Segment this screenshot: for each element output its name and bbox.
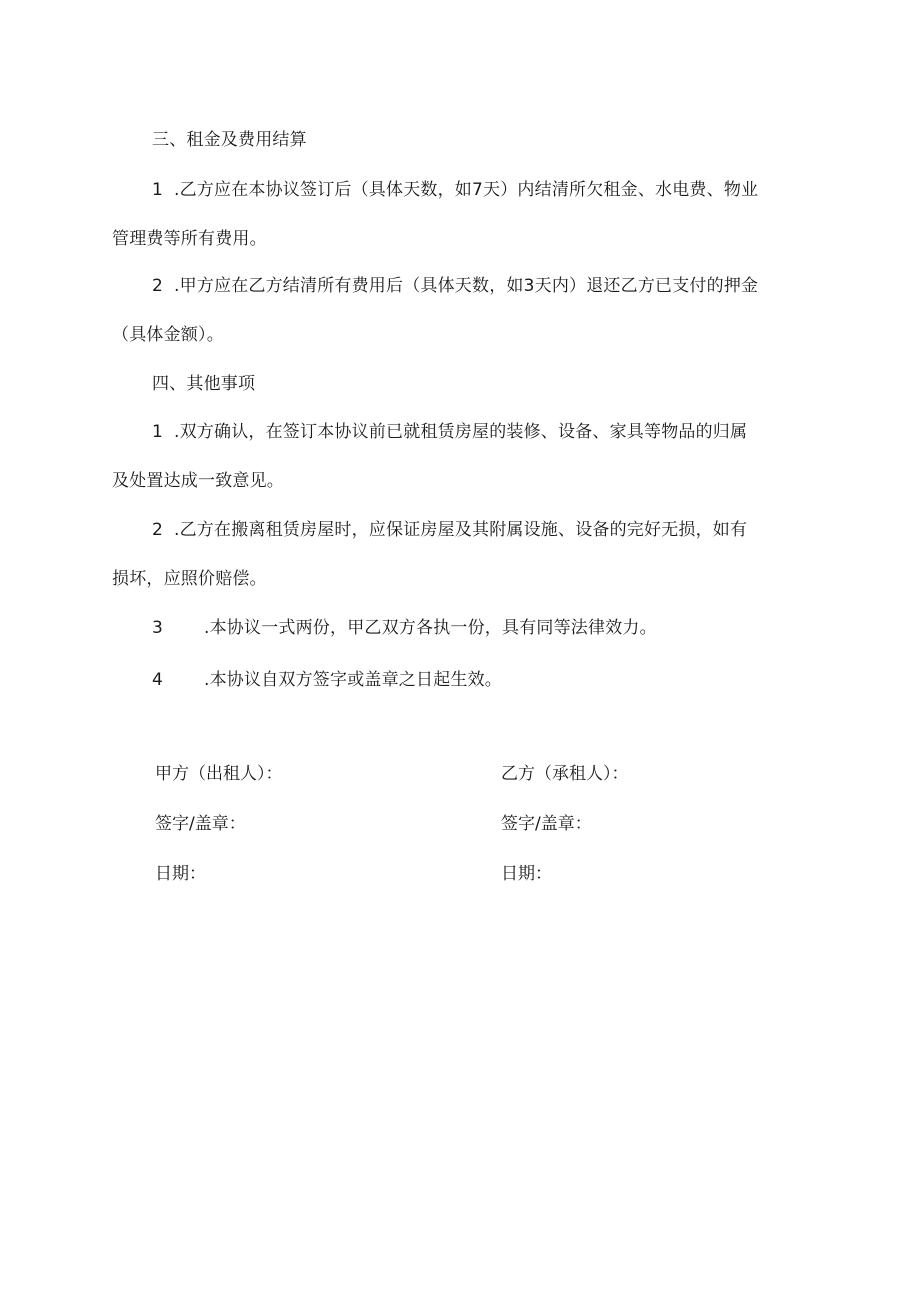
section-4-item-2-continuation: 损坏，应照价赔偿。 bbox=[112, 569, 267, 589]
section-4-item-3 bbox=[152, 617, 657, 639]
item-text: .乙方应在本协议签订后（具体天数，如7天）内结清所欠租金、水电费、物业 bbox=[174, 180, 759, 200]
item-text: .甲方应在乙方结清所有费用后（具体天数，如3天内）退还乙方已支付的押金 bbox=[174, 276, 759, 296]
section-4-heading: 四、其他事项 bbox=[152, 374, 256, 394]
section-4-item-2 bbox=[152, 519, 747, 541]
party-b-signature-field: 签字/盖章： bbox=[501, 814, 592, 834]
section-3-item-1-continuation: 管理费等所有费用。 bbox=[112, 229, 267, 249]
section-4-item-1 bbox=[152, 421, 747, 443]
section-3-item-2 bbox=[152, 275, 758, 297]
item-number: 2 bbox=[152, 276, 164, 296]
section-4-item-1-continuation: 及处置达成一致意见。 bbox=[112, 471, 284, 491]
item-text: .乙方在搬离租赁房屋时，应保证房屋及其附属设施、设备的完好无损，如有 bbox=[174, 520, 748, 540]
section-4-item-4 bbox=[152, 669, 502, 691]
party-b-date-field: 日期： bbox=[501, 864, 552, 884]
item-number: 1 bbox=[152, 422, 164, 442]
section-3-heading: 三、租金及费用结算 bbox=[152, 130, 307, 150]
party-a-signature-field: 签字/盖章： bbox=[155, 814, 246, 834]
party-b-label: 乙方（承租人）： bbox=[501, 764, 629, 784]
item-text: .双方确认，在签订本协议前已就租赁房屋的装修、设备、家具等物品的归属 bbox=[174, 422, 748, 442]
item-number: 1 bbox=[152, 180, 164, 200]
item-number: 2 bbox=[152, 520, 164, 540]
item-text: .本协议自双方签字或盖章之日起生效。 bbox=[204, 670, 503, 690]
item-number: 3 bbox=[152, 618, 164, 638]
party-a-date-field: 日期： bbox=[155, 864, 206, 884]
section-3-item-1 bbox=[152, 179, 758, 201]
section-3-item-2-continuation: （具体金额）。 bbox=[112, 325, 224, 345]
item-text: .本协议一式两份，甲乙双方各执一份，具有同等法律效力。 bbox=[204, 618, 657, 638]
party-a-label: 甲方（出租人）： bbox=[155, 764, 283, 784]
item-number: 4 bbox=[152, 670, 164, 690]
